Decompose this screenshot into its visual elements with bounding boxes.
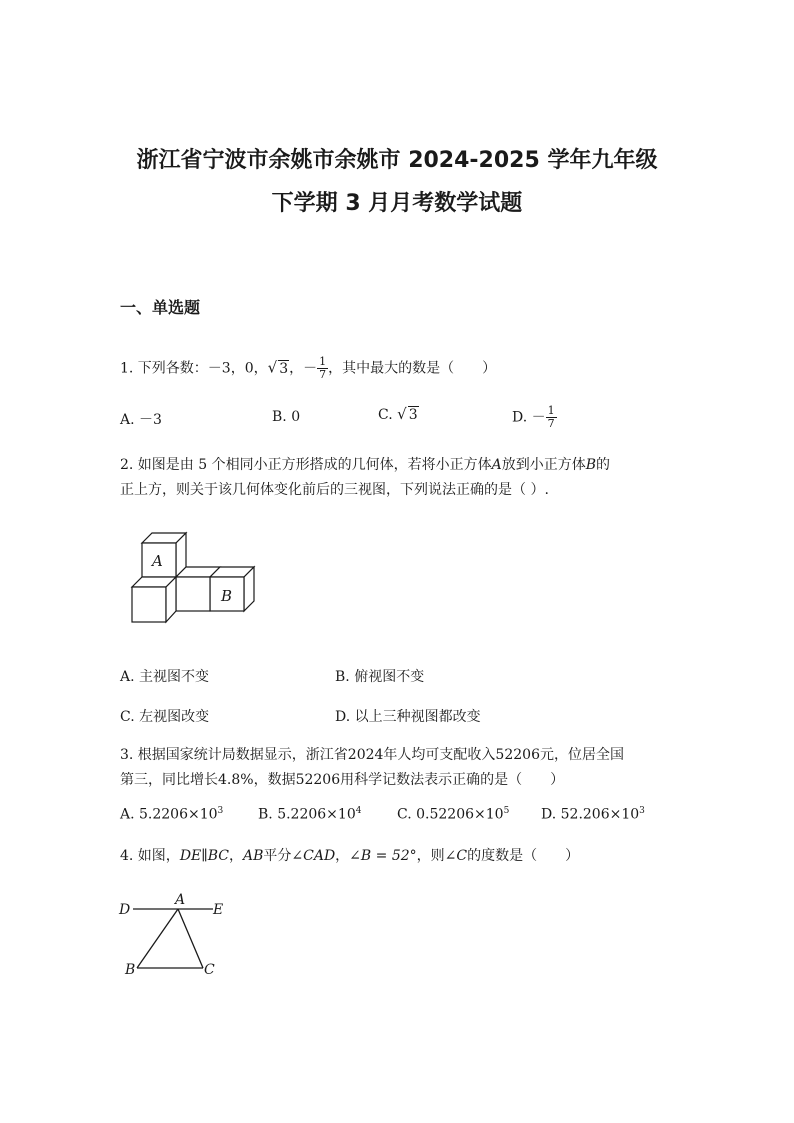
q2-option-c[interactable]: C. 左视图改变 xyxy=(120,709,210,725)
q2-option-d[interactable]: D. 以上三种视图都改变 xyxy=(335,709,481,725)
question-2-line-1: 2. 如图是由 5 个相同小正方形搭成的几何体，若将小正方体A放到小正方体B的 xyxy=(120,457,611,473)
cube-figure xyxy=(125,528,260,628)
q1-option-c[interactable]: C. √ 3 xyxy=(378,405,418,423)
q1-suffix: ，其中最大的数是（ ） xyxy=(328,360,497,377)
q1-negative: － xyxy=(303,360,318,377)
sqrt-symbol: √ xyxy=(397,405,407,423)
point-label-a: A xyxy=(175,892,186,908)
q1-option-b[interactable]: B. 0 xyxy=(272,409,301,425)
question-3-line-2: 第三，同比增长4.8%，数据52206用科学记数法表示正确的是（ ） xyxy=(120,772,565,788)
q3-option-b[interactable]: B. $5.2206\times 10^4$ xyxy=(258,806,362,823)
sqrt-symbol: √ xyxy=(267,358,278,377)
question-2-line-2: 正上方，则关于该几何体变化前后的三视图，下列说法正确的是（ ）. xyxy=(120,482,549,498)
q2-option-a[interactable]: A. 主视图不变 xyxy=(120,669,210,685)
question-4: 4. 如图，DE∥BC，AB平分∠CAD，∠B = 52°，则∠C的度数是（ ） xyxy=(120,848,580,864)
segment-ac xyxy=(178,909,203,968)
segment-ab xyxy=(137,909,178,968)
q1-option-a[interactable]: A. －3 xyxy=(120,412,162,428)
triangle-figure xyxy=(115,888,230,980)
question-1 xyxy=(120,356,496,381)
q3-option-d[interactable]: D. $52.206\times 10^3$ xyxy=(541,806,645,823)
title-line-1: 浙江省宁波市余姚市余姚市 2024-2025 学年九年级 xyxy=(136,148,658,173)
section-heading: 一、单选题 xyxy=(120,298,201,317)
q1-fraction: $\frac{1}{7}$ xyxy=(319,355,327,381)
q1-prefix: 1. 下列各数：－3，0， xyxy=(120,360,268,377)
title-line-2: 下学期 3 月月考数学试题 xyxy=(271,191,523,216)
question-3-line-1: 3. 根据国家统计局数据显示，浙江省2024年人均可支配收入52206元，位居全国 xyxy=(120,747,624,763)
q3-option-a[interactable]: A. $5.2206\times 10^3$ xyxy=(120,806,224,823)
q1-option-d[interactable]: D. － $\frac{1}{7}$ xyxy=(512,404,555,430)
point-label-c: C xyxy=(204,962,215,978)
cube-label-a: A xyxy=(152,552,163,570)
q1-sqrt-value: 3 xyxy=(279,360,289,377)
point-label-e: E xyxy=(213,902,224,918)
point-label-b: B xyxy=(125,962,136,978)
cube-label-b: B xyxy=(221,587,233,605)
q2-option-b[interactable]: B. 俯视图不变 xyxy=(335,669,425,685)
q3-option-c[interactable]: C. $0.52206\times 10^5$ xyxy=(397,806,510,823)
point-label-d: D xyxy=(119,902,131,918)
q1-separator: ， xyxy=(289,360,304,377)
